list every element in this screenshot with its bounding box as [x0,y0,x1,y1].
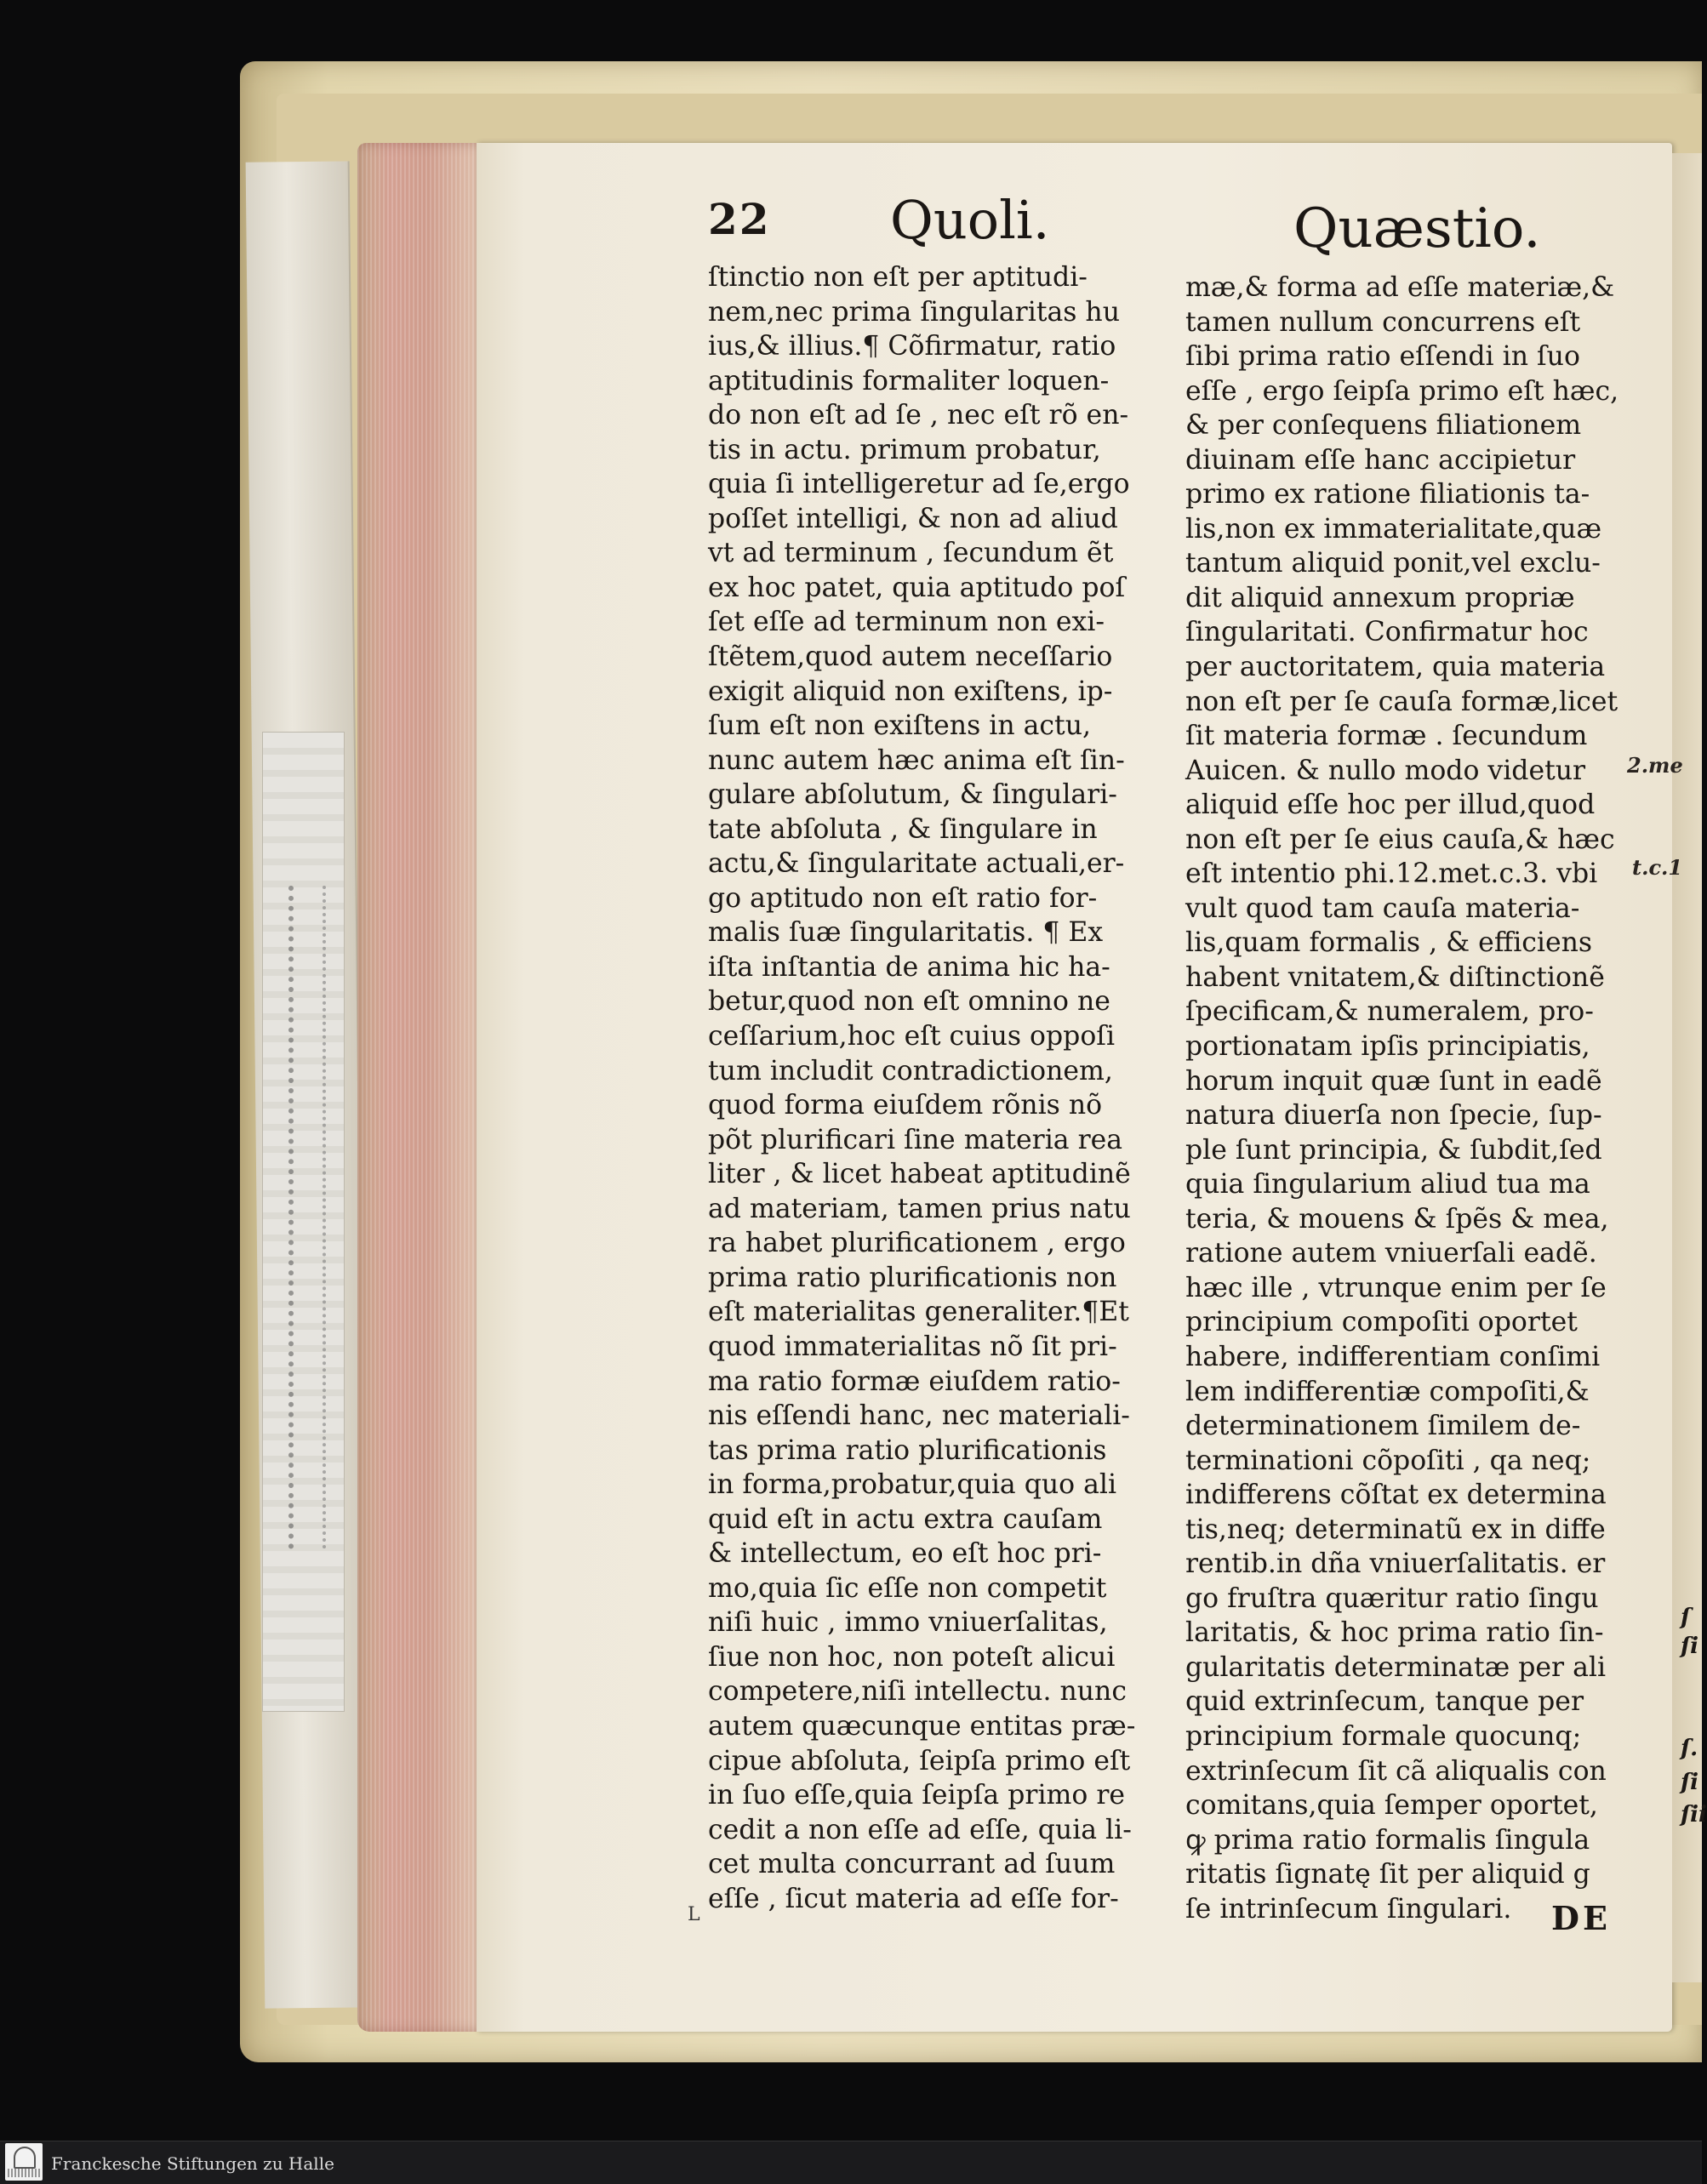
text-line: tas prima ratio plurificationis [708,1434,1107,1466]
text-line: vult quod tam cauſa materia- [1185,892,1580,924]
logo-caption [8,2169,40,2177]
text-line: aptitudinis formaliter loquen- [708,365,1110,396]
text-line: laritatis, & hoc prima ratio ſin- [1185,1617,1604,1649]
text-line: quid eſt in actu extra cauſam [708,1503,1103,1535]
text-line: & intellectum, eo eſt hoc pri- [708,1538,1102,1570]
running-head-right: Quæstio. [1293,197,1541,260]
text-line: principium compoſiti oportet [1185,1307,1578,1338]
facing-page-text-fragment: ſ. [1681,1736,1698,1761]
text-line: lis,quam formalis , & efficiens [1185,927,1593,959]
text-line: ad materiam, tamen prius natu [708,1193,1131,1224]
text-line: in forma,probatur,quia quo ali [708,1469,1117,1501]
text-line: do non eſt ad ſe , nec eſt rõ en- [708,400,1129,431]
text-line: habere, indifferentiam conſimi [1185,1341,1601,1372]
text-line: ſiue non hoc, non poteſt alicui [708,1641,1116,1673]
text-line: liter , & licet habeat aptitudinẽ [708,1159,1131,1190]
institution-name[interactable]: Franckesche Stiftungen zu Halle [51,2153,334,2174]
facing-page-edge [1672,153,1702,1982]
ornament-icon [288,886,326,1549]
text-line: mo,quia ſic eſſe non competit [708,1572,1107,1604]
text-line: betur,quod non eſt omnino ne [708,986,1110,1018]
text-line: tate abſoluta , & ſingulare in [708,813,1098,845]
text-line: vt ad terminum , ſecundum ẽt [708,538,1114,569]
text-line: ſpecificam,& numeralem, pro- [1185,996,1594,1028]
text-line: teria, & mouens & ſpẽs & mea, [1185,1203,1609,1235]
text-line: quod immaterialitas nõ ſit pri- [708,1331,1117,1362]
text-line: principium formale quocunq; [1185,1720,1582,1752]
text-line: exigit aliquid non exiſtens, ip- [708,676,1113,707]
text-line: habent vnitatem,& diſtinctionẽ [1185,961,1605,993]
text-line: nis eſſendi hanc, nec materiali- [708,1400,1130,1432]
text-line: eſſe , ſicut materia ad eſſe for- [708,1883,1119,1914]
running-head-left: Quoli. [890,189,1050,251]
text-line: ſibi prima ratio eſſendi in ſuo [1185,341,1580,373]
text-line: eſſe , ergo ſeipſa primo eſt hæc, [1185,375,1619,407]
text-line: ple ſunt principia, & ſubdit,ſed [1185,1134,1602,1166]
text-line: per auctoritatem, quia materia [1185,652,1606,683]
facing-page-text-fragment: ſi [1681,1634,1699,1659]
francke-foundation-logo-icon[interactable] [5,2143,43,2181]
text-line: horum inquit quæ ſunt in eadẽ [1185,1065,1602,1097]
left-text-column [708,260,1159,1916]
text-line: tis in actu. primum probatur, [708,434,1101,465]
facing-page-text-fragment: ſi [1681,1770,1699,1795]
text-line: ceſſarium,hoc eſt cuius oppoſi [708,1021,1116,1052]
text-line: ſingularitati. Confirmatur hoc [1185,617,1589,648]
text-line: go fruſtra quæritur ratio ſingu [1185,1582,1599,1614]
text-line: natura diuerſa non ſpecie, ſup- [1185,1100,1602,1132]
text-line: ſet eſſe ad terminum non exi- [708,607,1105,638]
text-line: tum includit contradictionem, [708,1055,1113,1086]
text-line: quia ſi intelligeretur ad ſe,ergo [708,469,1130,500]
text-line: ra habet plurificationem , ergo [708,1228,1126,1259]
text-line: determinationem ſimilem de- [1185,1411,1581,1442]
text-line: quid extrinſecum, tanque per [1185,1686,1584,1718]
catchword: DE [1551,1899,1611,1937]
text-line: gulare abſolutum, & ſingulari- [708,779,1117,811]
text-line: autem quæcunque entitas præ- [708,1710,1136,1742]
text-line: tamen nullum concurrens eſt [1185,306,1581,338]
text-line: prima ratio plurificationis non [708,1262,1117,1293]
red-fore-edge [357,143,485,2032]
logo-glyph [14,2147,36,2169]
text-line: põt plurificari ſine materia rea [708,1124,1123,1155]
text-line: non eſt per ſe cauſa formæ,licet [1185,686,1619,717]
text-line: quia ſingularium aliud tua ma [1185,1169,1590,1200]
text-line: go aptitudo non eſt ratio for- [708,882,1098,914]
text-line: ex hoc patet, quia aptitudo poſ [708,572,1126,603]
text-line: actu,& ſingularitate actuali,er- [708,848,1125,880]
facing-page-text-fragment: ſ [1681,1605,1691,1630]
text-line: ritatis ſignatę ſit per aliquid g [1185,1859,1590,1890]
text-line: ſum eſt non exiſtens in actu, [708,710,1092,742]
text-line: eſt intentio phi.12.met.c.3. vbi [1185,858,1598,890]
text-line: quod forma eiuſdem rõnis nõ [708,1090,1103,1121]
text-line: nem,nec prima ſingularitas hu [708,296,1121,328]
text-line: & per conſequens filiationem [1185,410,1582,442]
text-line: terminationi cõpoſiti , qa neq; [1185,1445,1591,1476]
stray-mark: L [688,1904,700,1925]
text-line: primo ex ratione filiationis ta- [1185,479,1590,510]
text-line: ratione autem vniuerſali eadẽ. [1185,1238,1597,1269]
text-line: in ſuo eſſe,quia ſeipſa primo re [708,1780,1126,1811]
text-line: poſſet intelligi, & non ad aliud [708,503,1118,534]
text-line: competere,niſi intellectu. nunc [708,1676,1127,1708]
text-line: comitans,quia ſemper oportet, [1185,1790,1598,1822]
text-line: eſt materialitas generaliter.¶Et [708,1297,1129,1328]
text-line: lem indifferentiæ compoſiti,& [1185,1376,1590,1407]
text-line: gularitatis determinatæ per ali [1185,1651,1607,1683]
text-line: cipue abſoluta, ſeipſa primo eſt [708,1745,1131,1776]
text-line: non eſt per ſe eius cauſa,& hæc [1185,824,1615,855]
text-line: tantum aliquid ponit,vel exclu- [1185,548,1601,579]
text-line: ius,& illius.¶ Cõfirmatur, ratio [708,331,1116,362]
text-line: cedit a non eſſe ad eſſe, quia li- [708,1814,1132,1845]
text-line: dit aliquid annexum propriæ [1185,582,1575,613]
text-line: ma ratio formæ eiuſdem ratio- [708,1366,1121,1397]
text-line: ſe intrinſecum ſingulari. [1185,1893,1512,1925]
text-line: tis,neq; determinatũ ex in diffe [1185,1514,1606,1545]
text-line: ſit materia formæ . ſecundum [1185,721,1588,752]
text-line: lis,non ex immaterialitate,quæ [1185,513,1602,545]
text-line: Auicen. & nullo modo videtur [1185,755,1586,786]
text-line: malis ſuæ ſingularitatis. ¶ Ex [708,917,1104,949]
right-text-column [1185,271,1628,1926]
text-line: hæc ille , vtrunque enim per ſe [1185,1272,1607,1303]
text-line: ſtinctio non eſt per aptitudi- [708,262,1088,293]
text-line: ſtẽtem,quod autem neceſſario [708,642,1113,673]
text-line: iſta inſtantia de anima hic ha- [708,951,1110,983]
spine-label-strip [262,732,345,1712]
text-line: extrinſecum ſit cã aliqualis con [1185,1755,1607,1787]
text-line: aliquid eſſe hoc per illud,quod [1185,790,1596,821]
margin-note: 2.me [1627,753,1683,778]
text-line: niſi huic , immo vniuerſalitas, [708,1607,1108,1639]
facing-page-text-fragment: ſii [1681,1802,1707,1828]
text-line: portionatam ipſis principiatis, [1185,1031,1590,1063]
page-number: 22 [708,194,771,244]
text-line: nunc autem hæc anima eſt ſin- [708,744,1125,776]
text-line: cet multa concurrant ad ſuum [708,1849,1116,1880]
text-line: mæ,& forma ad eſſe materiæ,& [1185,272,1615,303]
margin-note: t.c.1 [1632,855,1683,880]
text-line: rentib.in dña vniuerſalitatis. er [1185,1548,1606,1580]
text-line: indifferens cõſtat ex determina [1185,1480,1607,1511]
text-line: ꝙ prima ratio formalis ſingula [1185,1824,1590,1856]
text-line: diuinam eſſe hanc accipietur [1185,444,1576,476]
